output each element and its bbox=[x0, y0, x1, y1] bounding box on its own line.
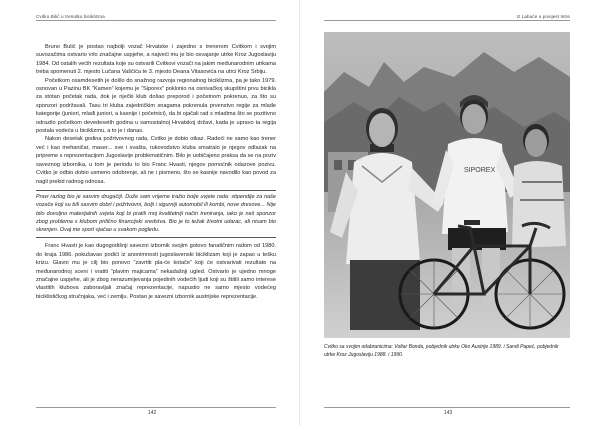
photo-caption: Cvitko sa svojim odabranicima: Voltar Bonda, pobjednik utrke Oko Austrije 1989. i Sandi Papeć, pobjednik utrke Kroz Jugoslaviju 1988. i 1990. bbox=[324, 344, 559, 358]
running-head-right: Iz Labuće u povijest Istre bbox=[516, 14, 570, 19]
photo-cyclists bbox=[324, 32, 570, 338]
paragraph: Bruno Bulić je postao najbolji vozač Hrvatske i zajedno s trenerom Cvitkom i svojim suvozačima ostvario vrlo značajne uspjehe, a najveći mu je bio osvajanje utrke Kroz Jugoslaviju 1984. Od ostalih većih rezultata koje su ostvarili Cvitkovi vozači na jakim međunarodnim utrkama treba spomenuti 2. mjesto Lučana Vaščića te 3. mjesto Deana Vitasovića na utrci Kroz Srbiju. bbox=[36, 44, 276, 76]
page-number-right: 143 bbox=[444, 410, 453, 416]
footer-rule-right bbox=[324, 407, 570, 408]
quote-text: Pravi razlog bio je sasvim drugačiji. Duže sam vrijeme tražio bolje uvjete rada: stipendije za naše vozače koji su bili sasvim dobri i požrtvovni, bolji i sigurniji automobil ili kombi, nove dresove... Nije bilo dovoljno materijalnih uvjeta koji bi pratili moj kvalitetniji način treniranja, iako je naš sponzor zbog problema s klubom prilično financijski sredstva. Bio je to težak životni udarac, ali nisam bio skrenjen. Ovaj me sport ojačao u svakom pogledu. bbox=[36, 193, 276, 234]
header-rule-left bbox=[36, 20, 276, 21]
paragraph: Franc Hvasti je kao dugogodišnji savezni izbornik svojim gotovo fanatičnim radom od 1980. do kraja 1986. pokušavao podići iz anonimnosti jugoslavenski biciklizam koji je zapao u tešku krizu. Glavni mu je cilj bio ponovo “zavrtiti pla-će kotače” koji će ostvarivati rezultate na međunarodnoj sceni i vratiti “plavim majicama” nekadašnji ugled. Ostvario je ujedno mnoge značajne uspjehe, ali je zbog nerazumijevanja pojedinih vodećih ljudi koji su štitili samo interese vlastitih klubova zaboravljali značaj reprezentacije, napustio ne samo mjesto vodećeg biciklističkog stručnjaka, već i zemlju. Postao je savezni izbornik austrijske reprezentacije. bbox=[36, 243, 276, 300]
page-number-left: 142 bbox=[148, 410, 157, 416]
body-text bbox=[36, 43, 276, 301]
paragraph: Početkom osamdesetih je došlo do snažnog razvoja regionalnog biciklizma, pa je tako 1979. osnovan u Pazinu BK “Kamen” kojemu je “Siporex” poklonio na osnivačkoj skupštini prvu bicikla za stotan početak rada, dok je riječki klub došao preporod i početnom pokrenuo, za što su sponzori podržavali. Tasu tri kluba zajedničkim snagama pokrenula prvenstvo regije za mlađe kategorije (juniori, mlađi juniori, a kasnije i početnici), da bi ojačali rad s mladima što se pozitivno odrazilo početkom devedesetih godina u samostalnoj Hrvatskoj državi, kada je upravo ta regija postala vodeća u biciklizmu, a to je i danas. bbox=[36, 77, 276, 135]
block-quote bbox=[36, 190, 276, 238]
running-head-left: Cvitko Bilić u trenutku biciklizma bbox=[36, 14, 105, 19]
svg-text:SIPOREX: SIPOREX bbox=[464, 167, 496, 174]
header-rule-right bbox=[324, 20, 570, 21]
footer-rule-left bbox=[36, 407, 276, 408]
right-page bbox=[300, 0, 600, 426]
paragraph: Nakon desetak godina požrtvovnog rada, Cvitko je dobio otkaz. Radeći ne samo kao trener već i kao mehaničar, maser... sve i svašta, rukovodstvo kluba smatralo je njegov odlazak na pripreme s reprezentacijom Jugoslavije problematičnim. Bilo je uobičajeno praksa da se na poziv saveznog izbornika, u tom je periodu to bio Franc Hvasti, njegov pomoćnik odazove pozivu. Cvitko je odbio dobio usmeno odobrenje, ali ne i pismeno, što se kasnije navodilo kao povod za nagli prekid radnog odnosa. bbox=[36, 136, 276, 185]
